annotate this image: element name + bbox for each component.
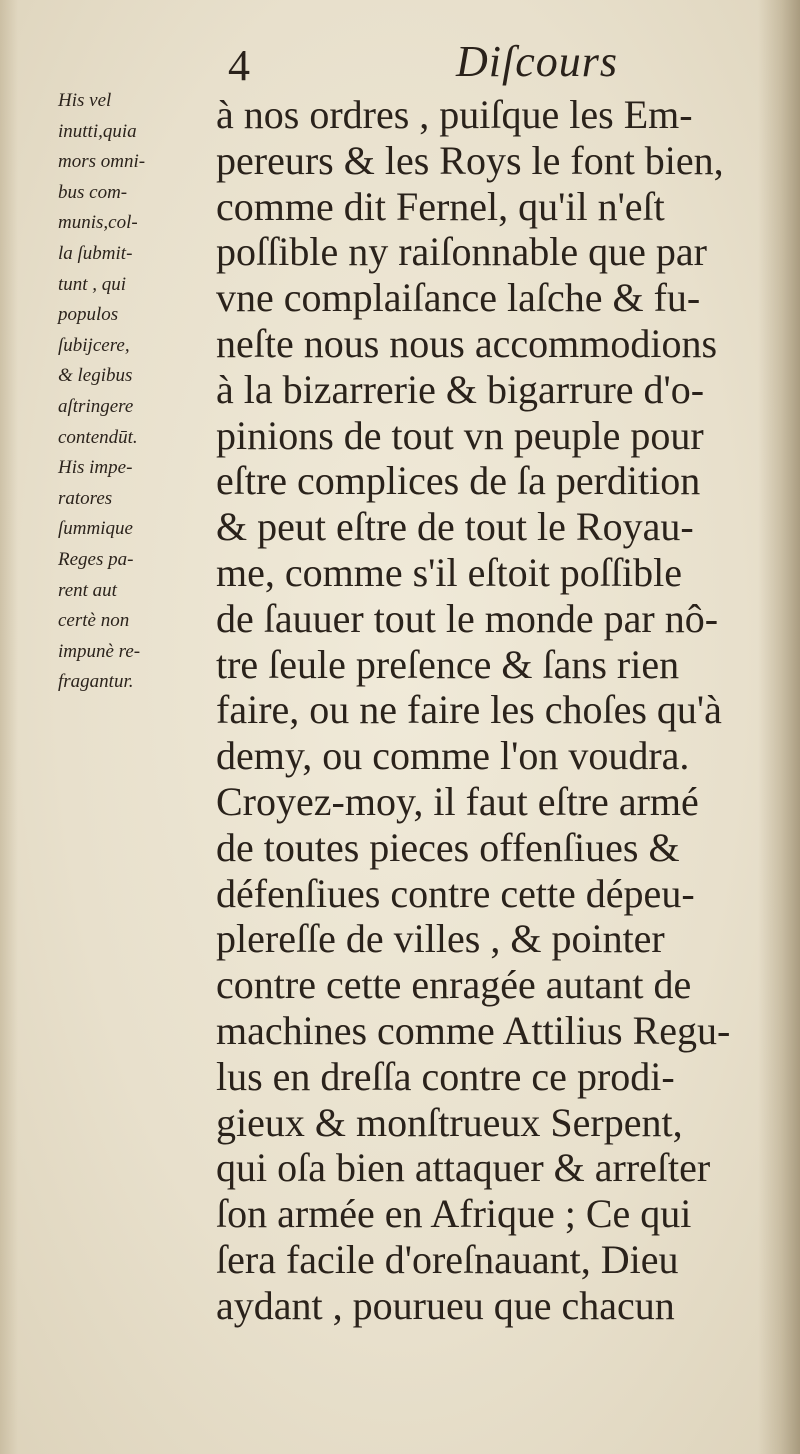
text-line: contre cette enragée autant de [216,962,692,1008]
text-line: poſſible ny raiſonnable que par [216,229,707,275]
marginal-note-line: ſummique [58,518,133,540]
text-line: de ſauuer tout le monde par nô- [216,595,719,641]
text-line: aydant , pourueu que chacun [216,1282,675,1328]
marginal-note-line: ſubijcere, [58,334,130,356]
text-line: & peut eſtre de tout le Royau- [216,504,694,550]
text-line: faire, ou ne faire les choſes qu'à [216,687,722,733]
marginal-note-line: aſtringere [58,395,134,417]
marginal-note-line: & legibus [58,365,133,387]
text-line: gieux & monſtrueux Serpent, [216,1099,683,1145]
text-line: ſon armée en Afrique ; Ce qui [216,1191,692,1237]
marginal-note-line: contendūt. [58,426,138,448]
marginal-note-line: inutti,quia [58,120,137,142]
text-line: défenſiues contre cette dépeu- [216,870,695,916]
page-number: 4 [228,41,250,90]
marginal-note-line: fragantur. [58,671,134,693]
marginal-note-line: tunt , qui [58,273,127,295]
text-line: pinions de tout vn peuple pour [216,412,704,458]
marginal-note [58,86,218,698]
text-line: me, comme s'il eſtoit poſſible [216,549,683,595]
text-line: neſte nous nous accommodions [216,320,718,366]
text-line: vne complaiſance laſche & fu- [216,275,701,321]
marginal-note-line: His impe- [58,457,133,479]
text-line: tre ſeule preſence & ſans rien [216,641,680,687]
text-line: lus en dreſſa contre ce prodi- [216,1053,675,1099]
page-left-edge [0,0,18,1454]
text-line: plereſſe de villes , & pointer [216,916,665,962]
marginal-note-line: bus com- [58,181,128,203]
marginal-note-line: ratores [58,487,113,509]
text-line: de toutes pieces offenſiues & [216,824,680,870]
marginal-note-line: populos [58,304,119,326]
marginal-note-line: His vel [58,90,112,111]
marginal-note-line: mors omni- [58,151,146,173]
text-line: machines comme Attilius Regu- [216,1007,731,1053]
marginal-note-line: rent aut [58,579,117,601]
marginal-note-line: la ſubmit- [58,242,133,264]
text-line: eſtre complices de ſa perdition [216,458,701,504]
marginal-note-line: impunè re- [58,640,141,662]
text-line: à nos ordres , puiſque les Em- [216,92,693,137]
running-title: Diſcours [456,37,618,86]
marginal-note-line: munis,col- [58,212,138,234]
text-line: comme dit Fernel, qu'il n'eſt [216,183,665,229]
marginal-note-line: Reges pa- [58,548,134,570]
text-line: demy, ou comme l'on voudra. [216,733,690,779]
text-line: pereurs & les Roys le font bien, [216,137,724,183]
text-line: ſera facile d'oreſnauant, Dieu [216,1236,679,1282]
body-text [216,92,768,1329]
text-line: qui oſa bien attaquer & arreſter [216,1145,711,1191]
text-line: à la bizarrerie & bigarrure d'o- [216,366,705,412]
text-line: Croyez-moy, il faut eſtre armé [216,778,699,824]
marginal-note-line: certè non [58,610,130,632]
